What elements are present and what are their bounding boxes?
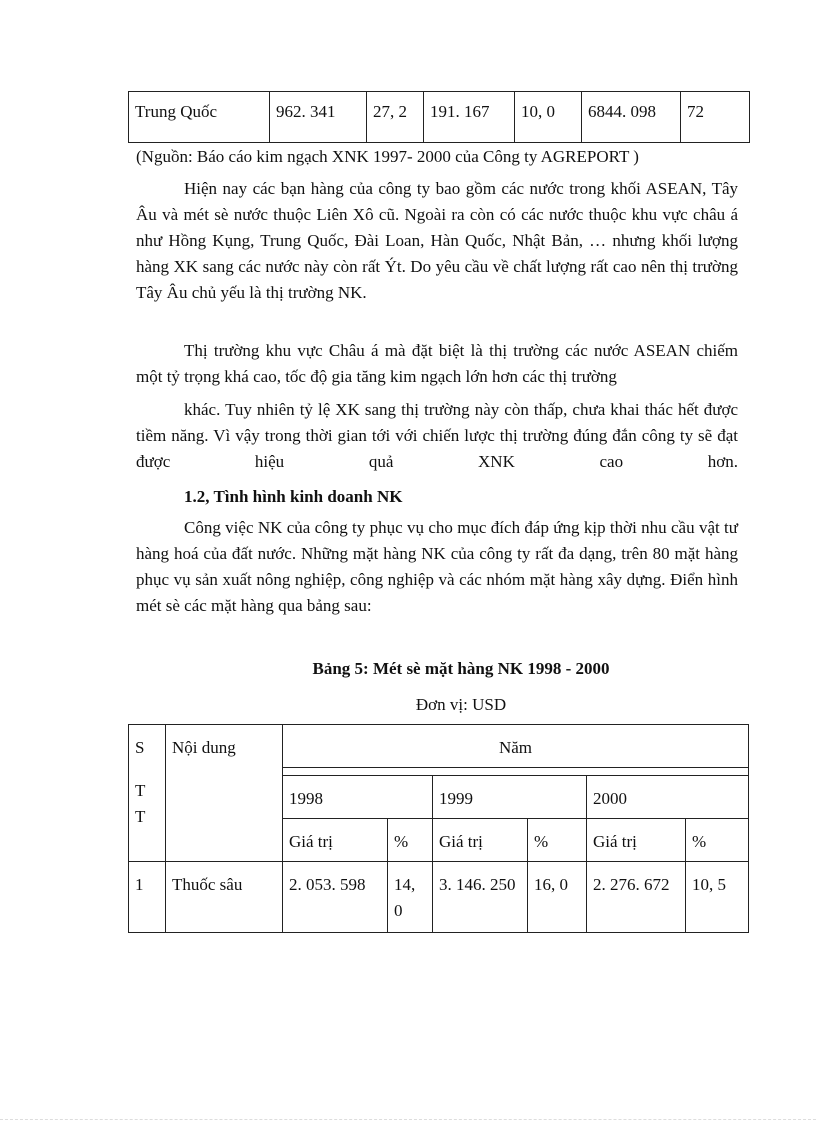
header-percent: % xyxy=(686,819,749,862)
header-year-1999: 1999 xyxy=(433,776,587,819)
cell-value-1999: 3. 146. 250 xyxy=(433,862,528,933)
cell-value: 191. 167 xyxy=(424,92,515,143)
cell-percent-1999: 16, 0 xyxy=(528,862,587,933)
cell-percent-1998: 14, 0 xyxy=(388,862,433,933)
cell-percent: 27, 2 xyxy=(367,92,424,143)
cell-value: 6844. 098 xyxy=(582,92,681,143)
header-value: Giá trị xyxy=(433,819,528,862)
table-row xyxy=(129,92,750,143)
cell-value-1998: 2. 053. 598 xyxy=(283,862,388,933)
header-year-2000: 2000 xyxy=(587,776,749,819)
page-bottom-border xyxy=(0,1119,816,1120)
header-stt-letter: T xyxy=(135,780,146,800)
import-items-table xyxy=(128,724,749,933)
paragraph-partners: Hiện nay các bạn hàng của công ty bao gồm các nước trong khối ASEAN, Tây Âu và mét sè nước thuộc Liên Xô cũ. Ngoài ra còn có các nước thuộc khu vực châu á như Hồng Kụng, Trung Quốc, Đài Loan, Hàn Quốc, Nhật Bản, … nhưng khối lượng hàng XK sang các nước này còn rất Ýt. Do yêu cầu về chất lượng rất cao nên thị trường Tây Âu chủ yếu là thị trường NK. xyxy=(136,179,738,302)
header-stt-bottom xyxy=(129,768,166,862)
header-year-1998: 1998 xyxy=(283,776,433,819)
header-content: Nội dung xyxy=(166,725,283,768)
header-stt-letter: T xyxy=(135,806,146,826)
cell-percent: 72 xyxy=(681,92,750,143)
header-content-empty xyxy=(166,768,283,862)
paragraph-asia-market: Thị trường khu vực Châu á mà đặt biệt là thị trường các nước ASEAN chiếm một tỷ trọng khá cao, tốc độ gia tăng kim ngạch lớn hơn các thị trường xyxy=(136,341,738,386)
cell-value: 962. 341 xyxy=(270,92,367,143)
header-value: Giá trị xyxy=(283,819,388,862)
cell-country: Trung Quốc xyxy=(129,92,270,143)
cell-percent: 10, 0 xyxy=(515,92,582,143)
header-spacer xyxy=(283,768,749,776)
header-percent: % xyxy=(528,819,587,862)
table-title: Bảng 5: Mét sè mặt hàng NK 1998 - 2000 xyxy=(312,659,610,678)
table-header-row xyxy=(129,725,749,768)
paragraph-import-business: Công việc NK của công ty phục vụ cho mục đích đáp ứng kịp thời nhu cầu vật tư hàng hoá của đất nước. Những mặt hàng NK của công ty rất đa dạng, trên 80 mặt hàng phục vụ sản xuất nông nghiệp, công nghiệp và các nhóm mặt hàng xây dựng. Điển hình mét sè các mặt hàng qua bảng sau: xyxy=(136,518,738,615)
cell-item-name: Thuốc sâu xyxy=(166,862,283,933)
section-heading: 1.2, Tình hình kinh doanh NK xyxy=(184,487,403,506)
header-value: Giá trị xyxy=(587,819,686,862)
table-header-row xyxy=(129,768,749,776)
table-row xyxy=(129,862,749,933)
cell-percent-2000: 10, 5 xyxy=(686,862,749,933)
header-percent: % xyxy=(388,819,433,862)
trade-table-fragment xyxy=(128,91,750,143)
header-stt-top: S xyxy=(129,725,166,768)
source-note: (Nguồn: Báo cáo kim ngạch XNK 1997- 2000 của Công ty AGREPORT ) xyxy=(136,147,639,166)
cell-value-2000: 2. 276. 672 xyxy=(587,862,686,933)
paragraph-potential: khác. Tuy nhiên tỷ lệ XK sang thị trường này còn thấp, chưa khai thác hết được tiềm năng. Vì vậy trong thời gian tới với chiến lược thị trường đúng đắn công ty sẽ đạt được hiệu quả XNK cao hơn. xyxy=(136,400,738,471)
cell-stt: 1 xyxy=(129,862,166,933)
table-unit: Đơn vị: USD xyxy=(415,695,507,714)
header-year-group: Năm xyxy=(283,725,749,768)
